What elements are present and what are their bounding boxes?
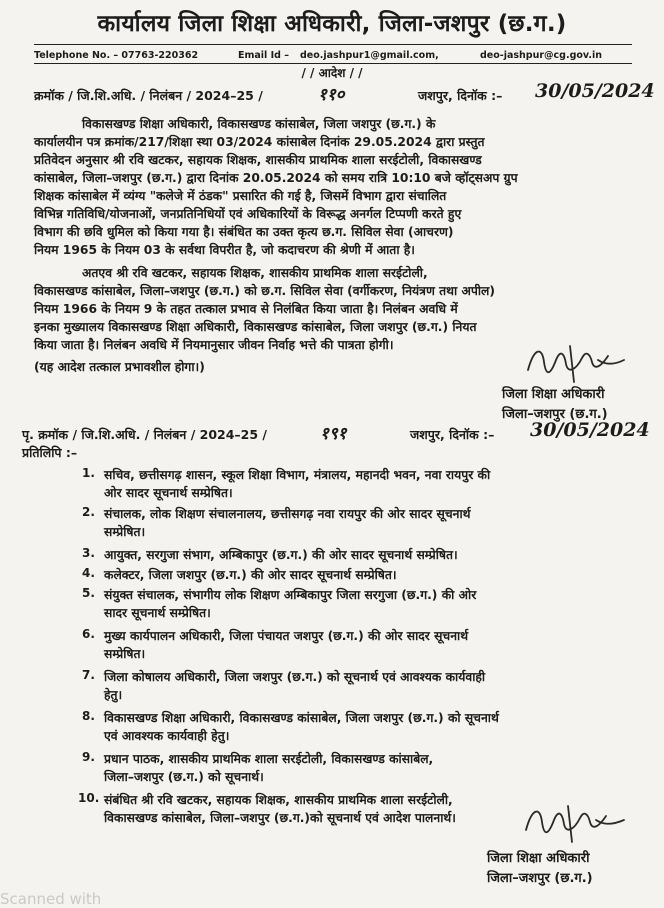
pratilipi-label: प्रतिलिपि :– [22,445,78,460]
para2-line: विकासखण्ड कांसाबेल, जिला–जशपुर (छ.ग.) को छ.ग. सिविल सेवा (वर्गीकरण, नियंत्रण तथा अपील) [34,284,495,298]
list-item: ओर सादर सूचनार्थ सम्प्रेषित। [104,486,233,500]
list-item-number: 5. [82,586,95,600]
list-item: जिला कोषालय अधिकारी, जिला जशपुर (छ.ग.) को सूचनार्थ एवं आवश्यक कार्यवाही [104,670,486,684]
copy-place-date: जशपुर, दिनॉक :– [410,427,495,442]
order-date-handwritten: 30/05/2024 [535,80,655,102]
order-ref-handwritten: ११० [318,85,345,105]
signatory-district-1: जिला–जशपुर (छ.ग.) [502,407,608,422]
list-item-number: 10. [78,791,100,805]
para1-line: शिक्षक कांसाबेल में व्यंग्य "कलेजे में ठंडक" प्रसारित की गई है, जिसमें विभाग द्वारा संचालित [34,189,447,203]
list-item-number: 3. [82,546,95,560]
list-item: संचालक, लोक शिक्षण संचालनालय, छत्तीसगढ़ नवा रायपुर की ओर सादर सूचनार्थ [104,507,471,521]
copy-ref-handwritten: १९१ [320,424,347,444]
list-item: संबंधित श्री रवि खटकर, सहायक शिक्षक, शासकीय प्राथमिक शाला सरईटोली, [104,793,453,807]
para2-line: अतएव श्री रवि खटकर, सहायक शिक्षक, शासकीय प्राथमिक शाला सरईटोली, [82,266,428,280]
header-rule-top [34,44,632,45]
list-item-number: 9. [82,750,95,764]
email-secondary: deo-jashpur@cg.gov.in [480,50,602,61]
list-item: कलेक्टर, जिला जशपुर (छ.ग.) की ओर सादर सूचनार्थ सम्प्रेषित। [104,568,397,582]
para1-line: प्रतिवेदन अनुसार श्री रवि खटकर, सहायक शिक्षक, शासकीय प्राथमिक शाला सरईटोली, विकासखण्ड [34,153,482,167]
order-heading: / / आदेश / / [301,66,363,80]
order-ref-no: क्रमॉक / जि.शि.अधि. / निलंबन / 2024–25 / [34,88,263,103]
order-place-date: जशपुर, दिनॉक :– [418,88,503,103]
copy-date-handwritten: 30/05/2024 [530,419,650,441]
list-item: सम्प्रेषित। [104,525,146,539]
effective-note: (यह आदेश तत्काल प्रभावशील होगा।) [34,360,205,374]
list-item: संयुक्त संचालक, संभागीय लोक शिक्षण अम्बिकापुर जिला सरगुजा (छ.ग.) की ओर [104,588,477,602]
signature-1 [520,340,630,388]
list-item: एवं आवश्यक कार्यवाही हेतु। [104,729,230,743]
list-item: विकासखण्ड कांसाबेल, जिला–जशपुर (छ.ग.)को सूचनार्थ एवं आदेश पालनार्थ। [104,811,456,825]
list-item: सम्प्रेषित। [104,647,146,661]
signature-2 [520,800,630,848]
para2-line: इनका मुख्यालय विकासखण्ड शिक्षा अधिकारी, विकासखण्ड कांसाबेल, जिला जशपुर (छ.ग.) नियत [34,320,477,334]
list-item-number: 1. [82,466,95,480]
list-item-number: 8. [82,709,95,723]
list-item-number: 4. [82,566,95,580]
copy-ref-no: पृ. क्रमॉक / जि.शि.अधि. / निलंबन / 2024–25 / [22,427,267,442]
para1-line: नियम 1965 के नियम 03 के सर्वथा विपरीत है, जो कदाचरण की श्रेणी में आता है। [34,243,415,257]
para2-line: नियम 1966 के नियम 9 के तहत तत्काल प्रभाव से निलंबित किया जाता है। निलंबन अवधि में [34,302,458,316]
email-label: Email Id – [238,50,290,61]
list-item-number: 2. [82,505,95,519]
list-item: सचिव, छत्तीसगढ़ शासन, स्कूल शिक्षा विभाग, मंत्रालय, महानदी भवन, नवा रायपुर की [104,468,491,482]
para1-line: विभिन्न गतिविधि/योजनाओं, जनप्रतिनिधियों एवं अधिकारियों के विरूद्ध अनर्गल टिप्पणी करते हुए [34,207,462,221]
list-item: सादर सूचनार्थ सम्प्रेषित। [104,606,211,620]
list-item: आयुक्त, सरगुजा संभाग, अम्बिकापुर (छ.ग.) की ओर सादर सूचनार्थ सम्प्रेषित। [104,548,458,562]
signatory-title-1: जिला शिक्षा अधिकारी [502,387,605,402]
scanner-watermark: Scanned with [0,890,102,908]
email-primary: deo.jashpur1@gmail.com, [300,50,439,61]
signatory-district-2: जिला–जशपुर (छ.ग.) [487,871,593,886]
list-item: मुख्य कार्यपालन अधिकारी, जिला पंचायत जशपुर (छ.ग.) की ओर सादर सूचनार्थ [104,629,469,643]
list-item: विकासखण्ड शिक्षा अधिकारी, विकासखण्ड कांसाबेल, जिला जशपुर (छ.ग.) को सूचनार्थ [104,711,499,725]
para1-line: कार्यालयीन पत्र क्रमांक/217/शिक्षा स्था 03/2024 कांसाबेल दिनांक 29.05.2024 द्वारा प्रस्तुत [34,135,485,149]
list-item-number: 6. [82,627,95,641]
para1-line: विभाग की छवि धुमिल को किया गया है। संबंधित का उक्त कृत्य छ.ग. सिविल सेवा (आचरण) [34,225,454,239]
signatory-title-2: जिला शिक्षा अधिकारी [487,851,590,866]
list-item-number: 7. [82,668,95,682]
list-item: हेतु। [104,688,123,702]
para2-line: किया जाता है। निलंबन अवधि में नियमानुसार जीवन निर्वाह भत्ते की पात्रता होगी। [34,338,394,352]
office-title: कार्यालय जिला शिक्षा अधिकारी, जिला-जशपुर (छ.ग.) [97,11,567,37]
telephone: Telephone No. – 07763-220362 [34,50,199,61]
list-item: जिला–जशपुर (छ.ग.) को सूचनार्थ। [104,770,264,784]
para1-line: विकासखण्ड शिक्षा अधिकारी, विकासखण्ड कांसाबेल, जिला जशपुर (छ.ग.) के [82,117,436,131]
list-item: प्रधान पाठक, शासकीय प्राथमिक शाला सरईटोली, विकासखण्ड कांसाबेल, [104,752,434,766]
para1-line: कांसाबेल, जिला–जशपुर (छ.ग.) द्वारा दिनांक 20.05.2024 को समय रात्रि 10:10 बजे व्हॉट्सअप ग्रुप [34,171,518,185]
